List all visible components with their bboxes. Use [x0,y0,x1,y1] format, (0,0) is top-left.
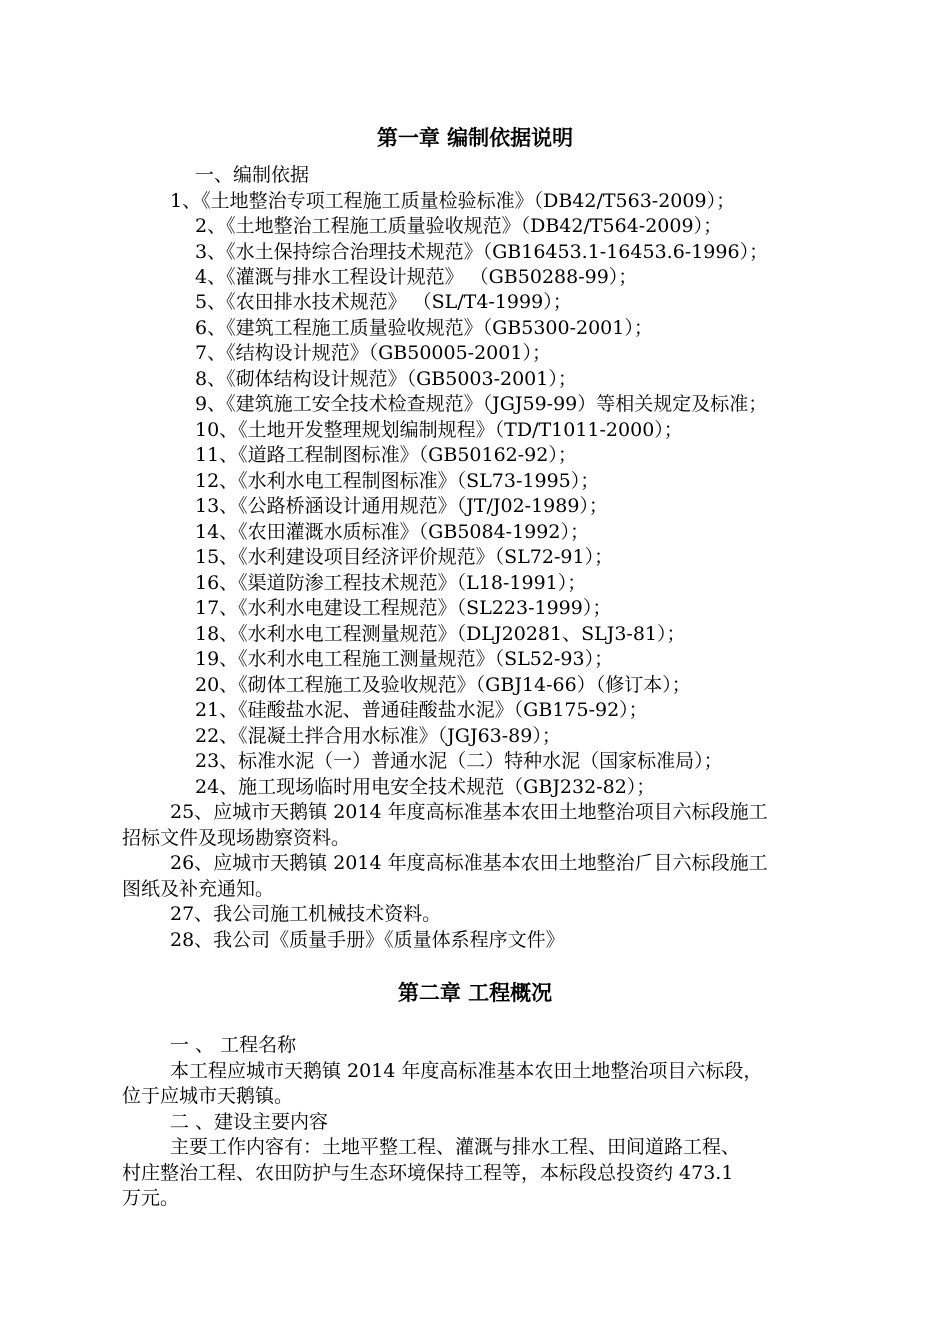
list-item: 1、《土地整治专项工程施工质量检验标准》（DB42/T563-2009）； [170,190,736,212]
list-item: 26、应城市天鹅镇 2014 年度高标准基本农田土地整治𠂆目六标段施工 [170,852,768,874]
list-item: 10、《土地开发整理规划编制规程》（TD/T1011-2000）； [195,419,683,441]
list-item: 11、《道路工程制图标准》（GB50162-92）； [195,444,577,466]
list-item: 19、《水利水电工程施工测量规范》（SL52-93）； [195,648,614,670]
list-item: 12、《水利水电工程制图标准》（SL73-1995）； [195,470,600,492]
list-item: 15、《水利建设项目经济评价规范》（SL72-91）； [195,546,614,568]
list-item: 24、施工现场临时用电安全技术规范（GBJ232-82）； [195,776,656,798]
paragraph-line: 村庄整治工程、农田防护与生态环境保持工程等，本标段总投资约 473.1 [122,1162,734,1184]
list-item: 6、《建筑工程施工质量验收规范》（GB5300-2001）； [195,317,653,339]
list-item-continuation: 招标文件及现场勘察资料。 [122,827,351,849]
list-item: 3、《水土保持综合治理技术规范》（GB16453.1-16453.6-1996）； [195,241,769,263]
section-heading: 一、编制依据 [195,164,310,186]
chapter2-title: 第二章 工程概况 [397,981,553,1005]
list-item: 7、《结构设计规范》（GB50005-2001）； [195,342,551,364]
paragraph-line: 本工程应城市天鹅镇 2014 年度高标准基本农田土地整治项目六标段， [170,1060,763,1082]
list-item: 28、我公司《质量手册》《质量体系程序文件》 [170,929,565,951]
list-item: 14、《农田灌溉水质标准》（GB5084-1992）； [195,521,589,543]
paragraph-line: 万元。 [122,1187,180,1209]
list-item: 23、标准水泥（一）普通水泥（二）特种水泥（国家标准局）； [195,750,723,772]
list-item: 21、《硅酸盐水泥、普通硅酸盐水泥》（GB175-92）； [195,699,648,721]
list-item: 5、《农田排水技术规范》 （SL/T4-1999）； [195,291,572,313]
paragraph-line: 位于应城市天鹅镇。 [122,1085,294,1107]
list-item: 18、《水利水电工程测量规范》（DLJ20281、SLJ3-81）； [195,623,686,645]
list-item: 22、《混凝土拌合用水标准》（JGJ63-89）； [195,725,561,747]
section-heading: 一 、 工程名称 [170,1034,297,1056]
list-item: 25、应城市天鹅镇 2014 年度高标准基本农田土地整治项目六标段施工 [170,801,768,823]
list-item-continuation: 图纸及补充通知。 [122,878,275,900]
list-item: 2、《土地整治工程施工质量验收规范》（DB42/T564-2009）； [195,215,723,237]
paragraph-line: 主要工作内容有：土地平整工程、灌溉与排水工程、田间道路工程、 [170,1136,741,1158]
list-item: 16、《渠道防渗工程技术规范》（L18-1991）； [195,572,587,594]
list-item: 4、《灌溉与排水工程设计规范》 （GB50288-99）； [195,266,638,288]
section-heading: 二 、建设主要内容 [170,1111,329,1133]
list-item: 27、我公司施工机械技术资料。 [170,903,442,925]
list-item: 20、《砌体工程施工及验收规范》（GBJ14-66）（修订本）； [195,674,691,696]
list-item: 9、《建筑施工安全技术检查规范》（JGJ59-99）等相关规定及标准； [195,393,768,415]
list-item: 13、《公路桥涵设计通用规范》（JT/J02-1989）； [195,495,608,517]
list-item: 17、《水利水电建设工程规范》（SL223-1999）； [195,597,612,619]
list-item: 8、《砌体结构设计规范》（GB5003-2001）； [195,368,577,390]
chapter1-title: 第一章 编制依据说明 [376,126,574,150]
